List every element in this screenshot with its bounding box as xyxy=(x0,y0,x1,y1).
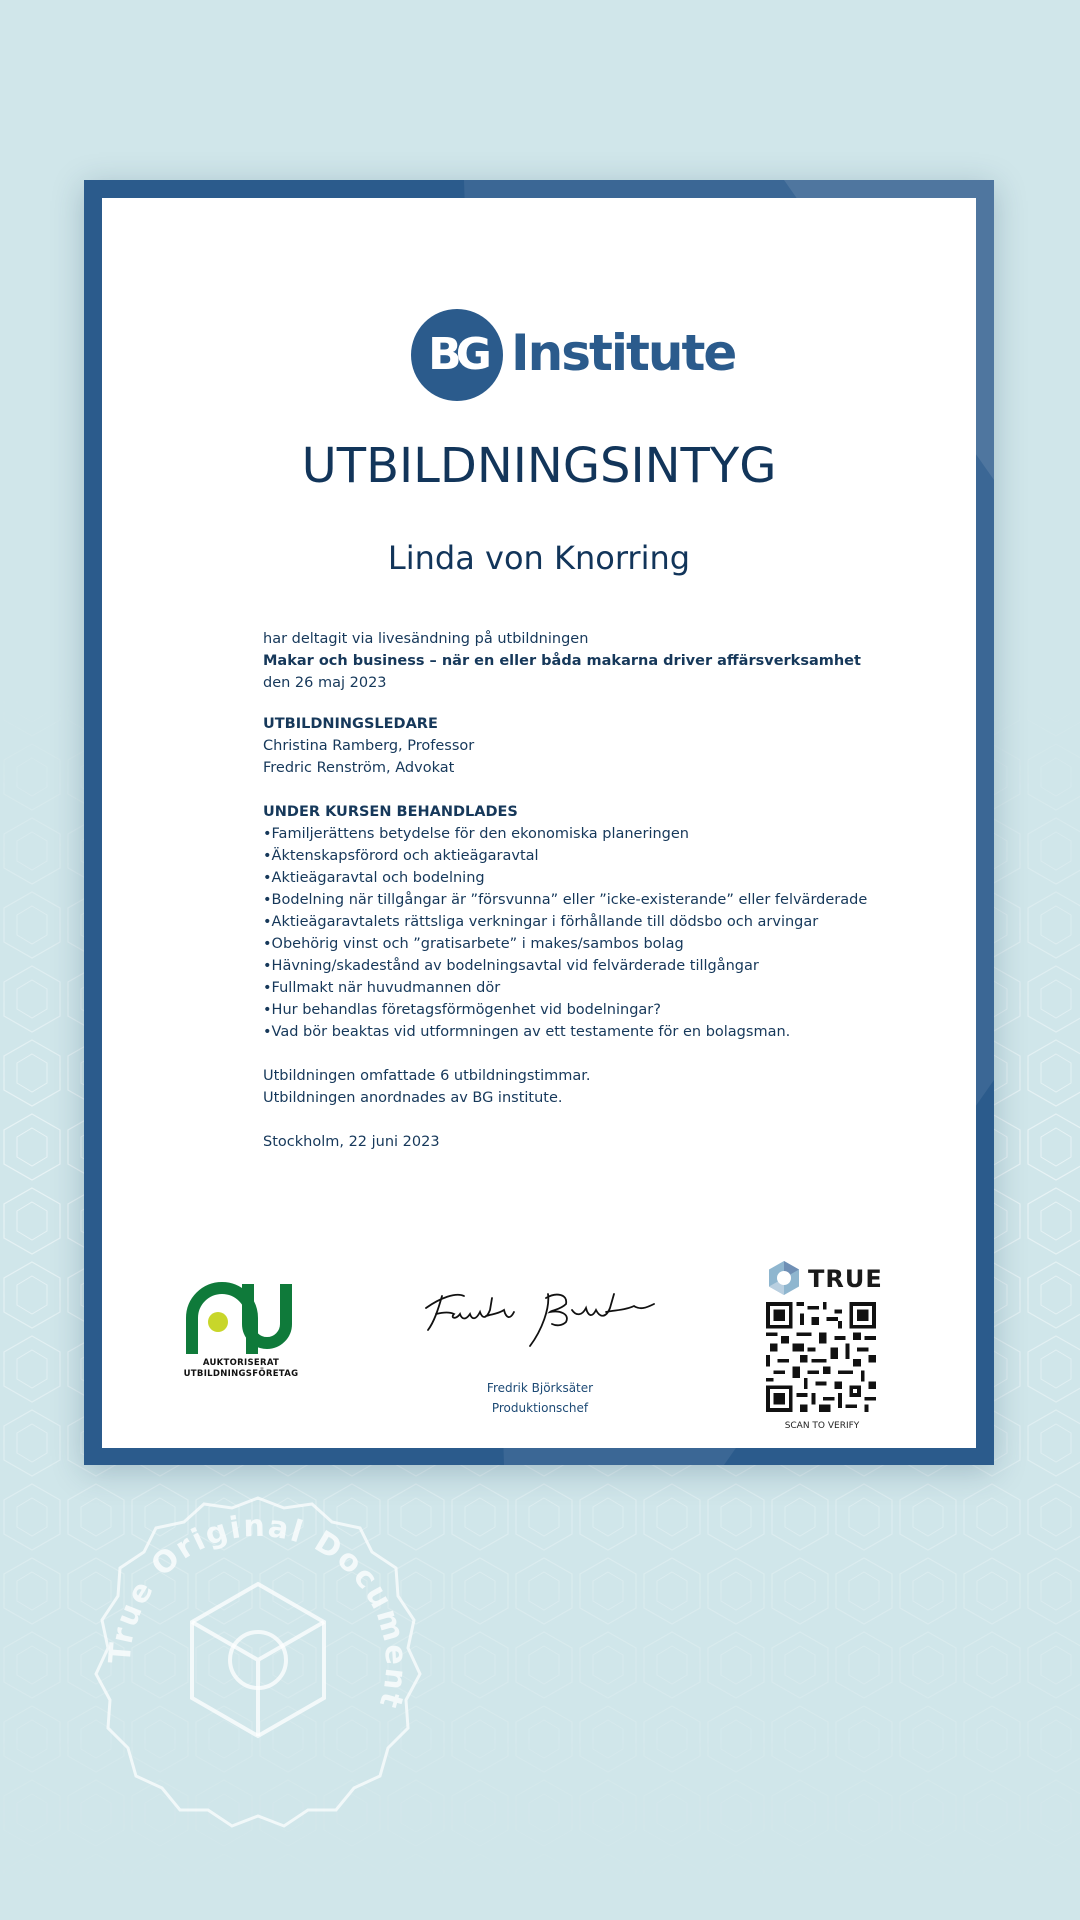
signer-role: Produktionschef xyxy=(491,1401,589,1415)
true-logo xyxy=(766,1258,883,1298)
leader-item: Fredric Renström, Advokat xyxy=(263,760,455,776)
topic-item: •Äktenskapsförord och aktieägaravtal xyxy=(263,848,539,864)
leaders-heading: UTBILDNINGSLEDARE xyxy=(263,716,438,732)
topic-item: •Aktieägaravtal och bodelning xyxy=(263,870,485,886)
logo-mark: BG xyxy=(411,309,503,401)
badge-line-1: AUKTORISERAT xyxy=(202,1358,280,1368)
topic-item: •Familjerättens betydelse för den ekonomiska planeringen xyxy=(263,826,689,842)
true-original-document-seal xyxy=(88,1494,428,1834)
true-wordmark: TRUE xyxy=(808,1265,883,1293)
signer-name: Fredrik Björksäter xyxy=(486,1381,594,1395)
topic-item: •Obehörig vinst och ”gratisarbete” i makes/sambos bolag xyxy=(263,936,684,952)
topic-item: •Bodelning när tillgångar är ”försvunna” eller ”icke-existerande” eller felvärderade xyxy=(263,892,868,908)
intro-text: har deltagit via livesändning på utbildningen xyxy=(263,631,589,647)
badge-line-2: UTBILDNINGSFÖRETAG xyxy=(183,1369,299,1379)
topic-item: •Hur behandlas företagsförmögenhet vid bodelningar? xyxy=(263,1002,661,1018)
certificate-frame xyxy=(84,180,994,1465)
course-name: Makar och business – när en eller båda makarna driver affärsverksamhet xyxy=(263,653,861,669)
verification-qr-code[interactable] xyxy=(766,1302,876,1412)
topic-item: •Fullmakt när huvudmannen dör xyxy=(263,980,501,996)
bg-institute-logo xyxy=(411,308,736,404)
topic-item: •Hävning/skadestånd av bodelningsavtal vid felvärderade tillgångar xyxy=(263,958,759,974)
seal-text: True Original Document xyxy=(102,1508,414,1714)
topics-heading: UNDER KURSEN BEHANDLADES xyxy=(263,804,518,820)
authorized-training-badge xyxy=(176,1278,306,1398)
leader-item: Christina Ramberg, Professor xyxy=(263,738,475,754)
true-verification-block xyxy=(766,1258,886,1434)
handwritten-signature xyxy=(420,1274,660,1354)
true-hexagon-icon xyxy=(766,1260,802,1296)
topic-item: •Vad bör beaktas vid utformningen av ett testamente för en bolagsman. xyxy=(263,1024,791,1040)
topic-item: •Aktieägaravtalets rättsliga verkningar i förhållande till dödsbo och arvingar xyxy=(263,914,819,930)
place-date: Stockholm, 22 juni 2023 xyxy=(263,1134,440,1150)
certificate-title: UTBILDNINGSINTYG xyxy=(301,438,777,494)
organizer-text: Utbildningen anordnades av BG institute. xyxy=(263,1090,563,1106)
au-logo-icon xyxy=(186,1278,296,1358)
hours-text: Utbildningen omfattade 6 utbildningstimmar. xyxy=(263,1068,591,1084)
recipient-name: Linda von Knorring xyxy=(387,539,691,577)
logo-wordmark: Institute xyxy=(511,324,736,382)
course-date: den 26 maj 2023 xyxy=(263,675,387,691)
certificate-paper xyxy=(102,198,976,1448)
certificate-body xyxy=(263,628,883,1153)
scan-to-verify-label: SCAN TO VERIFY xyxy=(784,1421,860,1431)
